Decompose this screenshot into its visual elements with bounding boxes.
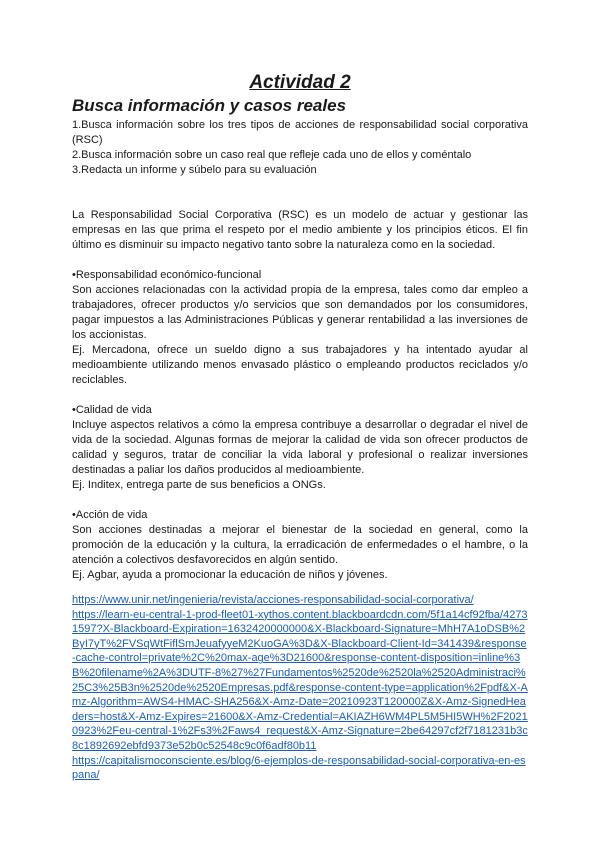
page-subtitle: Busca información y casos reales (72, 96, 347, 115)
section-body: Son acciones relacionadas con la actividad propia de la empresa, tales como dar empleo a trabajadores, ofrecer productos y/o servicios que son demandados por los consumidores, pagar impuestos a las Administraciones Públicas y generar rentabilidad a las inversiones de los accionistas. (72, 284, 528, 341)
section-heading: •Responsabilidad económico-funcional (72, 269, 262, 281)
section-heading: •Calidad de vida (72, 404, 152, 416)
intro-paragraph: La Responsabilidad Social Corporativa (RSC) es un modelo de actuar y gestionar las empresas en las que prima el respeto por el medio ambiente y los principios éticos. El fin último es disminuir su impacto negativo tanto sobre la naturaleza como en la sociedad. (72, 209, 528, 251)
document-body (72, 118, 528, 783)
task-item: 2.Busca información sobre un caso real que refleje cada uno de ellos y coméntalo (72, 149, 472, 161)
section-body: Incluye aspectos relativos a cómo la empresa contribuye a desarrollar o degradar el nivel de vida de la sociedad. Algunas formas de mejorar la calidad de vida son ofrecer productos de calidad y seguros, tratar de conciliar la vida laboral y profesional o realizar inversiones destinadas a paliar los daños producidos al medioambiente. (72, 419, 528, 476)
reference-link[interactable]: https://www.unir.net/ingenieria/revista/acciones-responsabilidad-social-corporativa/ (72, 594, 474, 606)
section-example: Ej. Inditex, entrega parte de sus beneficios a ONGs. (72, 479, 326, 491)
task-item: 3.Redacta un informe y súbelo para su evaluación (72, 164, 317, 176)
reference-link[interactable]: https://learn-eu-central-1-prod-fleet01-xythos.content.blackboardcdn.com/5f1a14cf92fba/42731597?X-Blackboard-Expiration=1632420000000&X-Blackboard-Signature=MhH7A1oDSB%2ByI7yT%2FVSqWtFiflSmJeuafyyeM2KuoGA%3D&X-Blackboard-Client-Id=341439&response-cache-control=private%2C%20max-age%3D21600&response-content-disposition=inline%3B%20filename%2A%3DUTF-8%27%27Fundamentos%2520de%2520la%2520Administraci%25C3%25B3n%2520de%2520Empresas.pdf&response-content-type=application%2Fpdf&X-Amz-Algorithm=AWS4-HMAC-SHA256&X-Amz-Date=20210923T120000Z&X-Amz-SignedHeaders=host&X-Amz-Expires=21600&X-Amz-Credential=AKIAZH6WM4PL5M5HI5WH%2F20210923%2Feu-central-1%2Fs3%2Faws4_request&X-Amz-Signature=2be64297cf2f7181231b3c8c1892692ebfd9373e52b0c52548c9c0f6adf80b11 (72, 608, 528, 752)
section-body: Son acciones destinadas a mejorar el bienestar de la sociedad en general, como la promoción de la educación y la cultura, la erradicación de enfermedades o el hambre, o la atención a colectivos desfavorecidos en algún sentido. (72, 524, 528, 566)
task-item: 1.Busca información sobre los tres tipos de acciones de responsabilidad social corporativa (RSC) (72, 119, 528, 146)
reference-link[interactable]: https://capitalismoconsciente.es/blog/6-ejemplos-de-responsabilidad-social-corporativa-en-espana/ (72, 754, 526, 782)
page-title: Actividad 2 (249, 72, 351, 93)
section-heading: •Acción de vida (72, 509, 148, 521)
reference-links (72, 593, 528, 783)
section-example: Ej. Agbar, ayuda a promocionar la educación de niños y jóvenes. (72, 569, 388, 581)
section-example: Ej. Mercadona, ofrece un sueldo digno a sus trabajadores y ha intentado ayudar al medioambiente utilizando menos envasado plástico o empleando productos reciclados y/o reciclables. (72, 344, 528, 386)
